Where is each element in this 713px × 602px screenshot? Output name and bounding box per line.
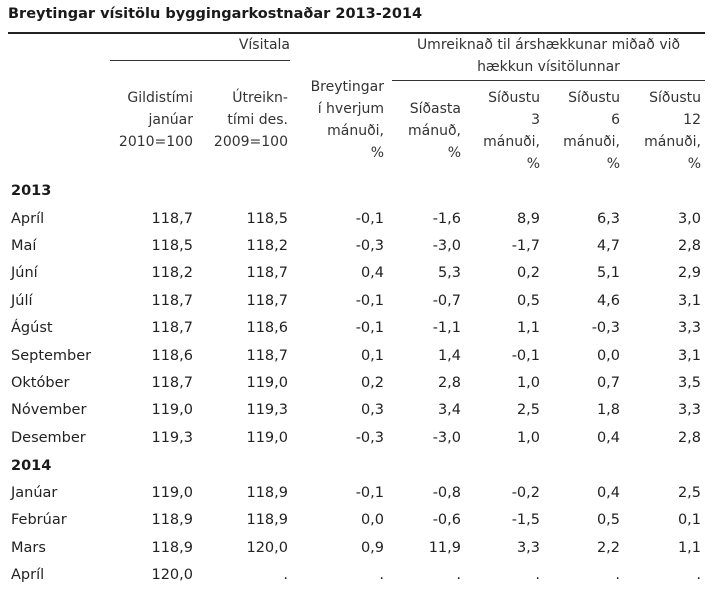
row-label: Júlí (11, 293, 33, 309)
cell-utreikningstimi: 118,7 (246, 293, 288, 309)
cell-sidasta-manud: 5,3 (437, 265, 461, 281)
row-label: Október (11, 375, 70, 391)
cell-utreikningstimi: . (283, 567, 288, 583)
row-label: Júní (11, 265, 38, 281)
header-col6-line: % (606, 156, 620, 172)
table-row (0, 260, 713, 287)
row-label: Ágúst (11, 320, 53, 336)
cell-sidustu-12: 2,5 (677, 485, 701, 501)
cell-breytingar: -0,3 (355, 238, 384, 254)
cell-sidustu-3: 3,3 (516, 540, 540, 556)
cell-breytingar: -0,1 (355, 485, 384, 501)
header-col5-line: % (526, 156, 540, 172)
row-label: Apríl (11, 567, 45, 583)
cell-sidustu-6: 0,4 (596, 485, 620, 501)
cell-sidustu-6: 4,6 (596, 293, 620, 309)
cell-gildistimi: 120,0 (151, 567, 193, 583)
cell-sidustu-3: 0,2 (516, 265, 540, 281)
header-underline-visitala (110, 60, 290, 61)
header-col1-line: 2010=100 (118, 134, 193, 150)
cell-utreikningstimi: 118,7 (246, 265, 288, 281)
header-col3-line: % (370, 145, 384, 161)
header-col4-line: Síðasta (409, 101, 461, 117)
cell-sidasta-manud: -1,6 (432, 211, 461, 227)
cell-gildistimi: 118,2 (151, 265, 193, 281)
row-label: Janúar (11, 485, 58, 501)
cell-sidustu-12: 2,8 (677, 430, 701, 446)
cell-sidustu-3: 1,1 (516, 320, 540, 336)
table-row (0, 343, 713, 370)
cell-gildistimi: 118,7 (151, 320, 193, 336)
cell-sidasta-manud: 3,4 (437, 402, 461, 418)
cell-sidustu-12: 2,9 (677, 265, 701, 281)
header-visitala: Vísitala (238, 37, 290, 53)
cell-sidasta-manud: 11,9 (428, 540, 461, 556)
cell-utreikningstimi: 120,0 (246, 540, 288, 556)
cell-utreikningstimi: 118,6 (246, 320, 288, 336)
cell-gildistimi: 119,0 (151, 485, 193, 501)
header-col6-line: mánuði, (563, 134, 620, 150)
header-col4-line: mánuð, (408, 123, 461, 139)
header-col6-line: Síðustu (568, 90, 620, 106)
header-col2-line: 2009=100 (213, 134, 288, 150)
cell-sidasta-manud: -0,8 (432, 485, 461, 501)
cell-utreikningstimi: 118,9 (246, 512, 288, 528)
cell-sidustu-6: . (615, 567, 620, 583)
cell-utreikningstimi: 119,0 (246, 375, 288, 391)
cell-sidasta-manud: -3,0 (432, 430, 461, 446)
cell-breytingar: . (379, 567, 384, 583)
header-col4 (392, 98, 461, 164)
cell-gildistimi: 118,7 (151, 375, 193, 391)
header-col2-line: tími des. (227, 112, 288, 128)
header-col1 (95, 87, 193, 153)
cell-breytingar: -0,1 (355, 320, 384, 336)
cell-breytingar: 0,3 (360, 402, 384, 418)
cell-sidustu-6: 0,7 (596, 375, 620, 391)
cell-utreikningstimi: 118,5 (246, 211, 288, 227)
cell-sidustu-3: -0,2 (511, 485, 540, 501)
cell-sidustu-6: 0,4 (596, 430, 620, 446)
cell-sidasta-manud: 2,8 (437, 375, 461, 391)
header-col3 (290, 76, 384, 164)
cell-sidustu-3: . (535, 567, 540, 583)
cell-breytingar: 0,9 (360, 540, 384, 556)
cell-sidustu-3: 0,5 (516, 293, 540, 309)
cell-breytingar: 0,0 (360, 512, 384, 528)
cell-sidasta-manud: -0,6 (432, 512, 461, 528)
table-row (0, 288, 713, 315)
cell-gildistimi: 119,3 (151, 430, 193, 446)
header-col5 (465, 87, 540, 175)
header-col3-line: mánuði, (327, 123, 384, 139)
cell-gildistimi: 118,7 (151, 293, 193, 309)
year-heading: 2014 (11, 458, 52, 474)
cell-sidustu-3: 8,9 (516, 211, 540, 227)
cell-sidustu-12: 3,1 (677, 348, 701, 364)
cell-sidustu-12: 3,3 (677, 402, 701, 418)
header-col5-line: Síðustu (488, 90, 540, 106)
header-col1-line: Gildistími (127, 90, 193, 106)
cell-sidustu-6: 0,0 (596, 348, 620, 364)
cell-utreikningstimi: 119,0 (246, 430, 288, 446)
cell-sidustu-6: 4,7 (596, 238, 620, 254)
table-title: Breytingar vísitölu byggingarkostnaðar 2013-2014 (8, 6, 423, 22)
header-col7-line: % (687, 156, 701, 172)
cell-sidasta-manud: -3,0 (432, 238, 461, 254)
cell-sidustu-6: 0,5 (596, 512, 620, 528)
table-row (0, 535, 713, 562)
header-col3-line: í hverjum (317, 101, 384, 117)
cell-sidustu-3: -1,7 (511, 238, 540, 254)
row-label: Nóvember (11, 402, 87, 418)
cell-utreikningstimi: 118,2 (246, 238, 288, 254)
header-underline-umreiknad (392, 80, 705, 81)
table-row (0, 507, 713, 534)
header-col5-line: 3 (531, 112, 540, 128)
table-row (0, 233, 713, 260)
table-row (0, 370, 713, 397)
row-label: Desember (11, 430, 86, 446)
header-col2-line: Útreikn- (232, 90, 288, 106)
header-umreiknad-line2: hækkun vísitölunnar (477, 59, 620, 75)
cell-sidustu-12: 1,1 (677, 540, 701, 556)
cell-sidustu-6: 1,8 (596, 402, 620, 418)
cell-utreikningstimi: 118,9 (246, 485, 288, 501)
cell-sidustu-3: 2,5 (516, 402, 540, 418)
row-label: Febrúar (11, 512, 67, 528)
year-heading: 2013 (11, 183, 52, 199)
cell-sidustu-12: . (696, 567, 701, 583)
header-col1-line: janúar (148, 112, 193, 128)
cell-sidustu-3: 1,0 (516, 375, 540, 391)
table-row (0, 562, 713, 589)
cell-gildistimi: 119,0 (151, 402, 193, 418)
cell-gildistimi: 118,6 (151, 348, 193, 364)
table-row (0, 480, 713, 507)
cell-breytingar: -0,1 (355, 293, 384, 309)
header-col7-line: 12 (683, 112, 701, 128)
cell-sidasta-manud: -1,1 (432, 320, 461, 336)
cell-sidustu-12: 3,0 (677, 211, 701, 227)
cell-gildistimi: 118,9 (151, 512, 193, 528)
header-col5-line: mánuði, (483, 134, 540, 150)
table-row (0, 315, 713, 342)
cell-sidustu-3: -0,1 (511, 348, 540, 364)
cell-breytingar: 0,2 (360, 375, 384, 391)
header-col7 (625, 87, 701, 175)
cell-sidasta-manud: -0,7 (432, 293, 461, 309)
cell-sidustu-6: 6,3 (596, 211, 620, 227)
header-col7-line: mánuði, (644, 134, 701, 150)
cell-sidustu-12: 3,1 (677, 293, 701, 309)
cell-gildistimi: 118,5 (151, 238, 193, 254)
row-label: September (11, 348, 92, 364)
cell-sidustu-3: -1,5 (511, 512, 540, 528)
cell-sidustu-6: -0,3 (591, 320, 620, 336)
cell-utreikningstimi: 119,3 (246, 402, 288, 418)
cell-breytingar: -0,3 (355, 430, 384, 446)
cell-breytingar: 0,4 (360, 265, 384, 281)
header-col4-line: % (447, 145, 461, 161)
row-label: Mars (11, 540, 46, 556)
cell-breytingar: 0,1 (360, 348, 384, 364)
header-col7-line: Síðustu (649, 90, 701, 106)
cell-sidustu-12: 3,3 (677, 320, 701, 336)
cell-breytingar: -0,1 (355, 211, 384, 227)
cell-sidustu-12: 2,8 (677, 238, 701, 254)
cell-sidasta-manud: . (456, 567, 461, 583)
cell-utreikningstimi: 118,7 (246, 348, 288, 364)
header-col2 (195, 87, 288, 153)
cell-sidustu-12: 3,5 (677, 375, 701, 391)
header-col6-line: 6 (611, 112, 620, 128)
cell-sidustu-6: 5,1 (596, 265, 620, 281)
row-label: Apríl (11, 211, 45, 227)
cell-gildistimi: 118,7 (151, 211, 193, 227)
table-row (0, 425, 713, 452)
cell-gildistimi: 118,9 (151, 540, 193, 556)
cell-sidustu-3: 1,0 (516, 430, 540, 446)
table-row (0, 206, 713, 233)
header-umreiknad (392, 34, 705, 78)
cell-sidustu-12: 0,1 (677, 512, 701, 528)
table-row (0, 397, 713, 424)
header-umreiknad-line1: Umreiknað til árshækkunar miðað við (416, 37, 681, 53)
cell-sidasta-manud: 1,4 (437, 348, 461, 364)
cell-sidustu-6: 2,2 (596, 540, 620, 556)
row-label: Maí (11, 238, 37, 254)
header-col6 (545, 87, 620, 175)
header-col3-line: Breytingar (310, 79, 384, 95)
